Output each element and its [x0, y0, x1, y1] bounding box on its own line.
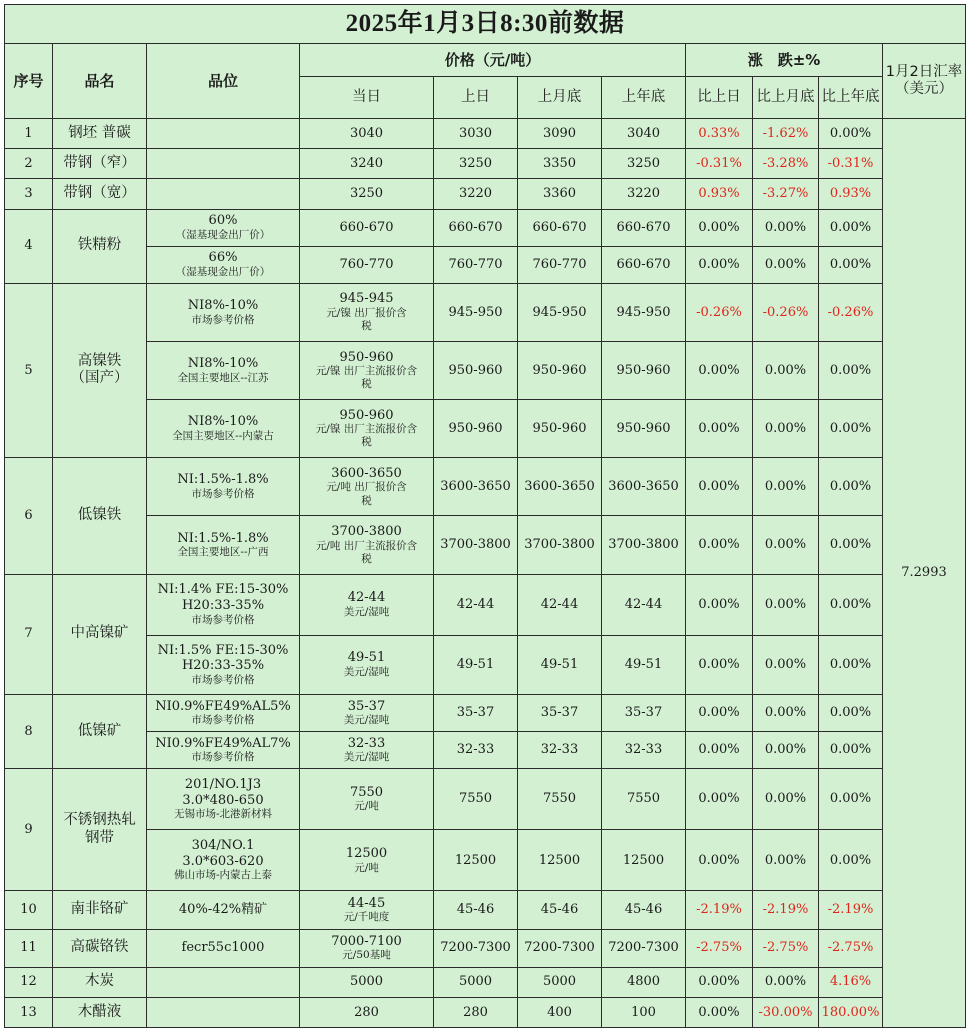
- prev-month-price: 660-670: [518, 209, 602, 246]
- change-vs-year: 0.00%: [819, 731, 883, 768]
- prev-month-price: 945-950: [518, 283, 602, 341]
- product-name: 铁精粉: [53, 209, 147, 283]
- change-vs-day: 0.00%: [686, 967, 753, 997]
- prev-month-price: 42-44: [518, 574, 602, 635]
- today-price: 3700-3800: [331, 524, 402, 540]
- grade-note: 市场参考价格: [191, 714, 255, 727]
- grade-cell: [147, 967, 300, 997]
- prev-day-price: 49-51: [434, 635, 518, 694]
- change-vs-month: -3.27%: [753, 179, 819, 209]
- prev-day-price: 280: [434, 997, 518, 1027]
- today-price-cell: [300, 283, 434, 341]
- prev-month-price: 49-51: [518, 635, 602, 694]
- row-index: 8: [5, 694, 53, 768]
- prev-year-price: 42-44: [602, 574, 686, 635]
- change-vs-year: 0.00%: [819, 119, 883, 149]
- grade-main: NI:1.5%-1.8%: [177, 472, 269, 488]
- grade-note: 全国主要地区--内蒙古: [172, 429, 274, 442]
- change-vs-day: 0.00%: [686, 830, 753, 891]
- prev-month-price: 5000: [518, 967, 602, 997]
- grade-cell: [147, 246, 300, 283]
- prev-year-price: 45-46: [602, 891, 686, 929]
- header-prev-day: 上日: [434, 77, 518, 119]
- today-price: 760-770: [300, 246, 434, 283]
- today-price-note: 美元/湿吨: [343, 714, 390, 727]
- header-vs-prev-day: 比上日: [686, 77, 753, 119]
- change-vs-year: -2.75%: [819, 929, 883, 967]
- header-name: 品名: [53, 44, 147, 119]
- prev-year-price: 945-950: [602, 283, 686, 341]
- grade-note: 市场参考价格: [191, 673, 255, 686]
- page-title: 2025年1月3日8:30前数据: [5, 5, 966, 44]
- change-vs-month: 0.00%: [753, 694, 819, 731]
- product-name: 高碳铬铁: [53, 929, 147, 967]
- today-price: 950-960: [339, 407, 394, 423]
- table-row: [5, 997, 966, 1027]
- prev-year-price: 7550: [602, 769, 686, 830]
- today-price: 12500: [345, 845, 388, 861]
- today-price-note: 美元/湿吨: [343, 666, 390, 678]
- today-price-note: 元/吨: [354, 861, 379, 874]
- table-row: [5, 830, 966, 891]
- prev-day-price: 760-770: [434, 246, 518, 283]
- today-price-note: 美元/湿吨: [343, 751, 390, 764]
- grade-cell: [147, 283, 300, 341]
- prev-month-price: 400: [518, 997, 602, 1027]
- grade-main: NI0.9%FE49%AL7%: [155, 735, 291, 751]
- today-price: 49-51: [347, 650, 386, 666]
- change-vs-day: 0.33%: [686, 119, 753, 149]
- grade-main: NI:1.5%-1.8%: [177, 530, 269, 546]
- grade-note: 佛山市场-内蒙古上泰: [173, 869, 273, 882]
- prev-day-price: 5000: [434, 967, 518, 997]
- today-price-note: 美元/湿吨: [343, 605, 390, 618]
- header-prev-month-end: 上月底: [518, 77, 602, 119]
- change-vs-year: 0.00%: [819, 516, 883, 574]
- today-price: 3600-3650: [331, 465, 402, 481]
- prev-day-price: 3250: [434, 149, 518, 179]
- grade-note: 市场参考价格: [191, 488, 255, 501]
- table-row: [5, 283, 966, 341]
- today-price: 280: [300, 997, 434, 1027]
- grade-note: 全国主要地区--广西: [177, 546, 269, 559]
- change-vs-day: -0.26%: [686, 283, 753, 341]
- product-name: 木炭: [53, 967, 147, 997]
- change-vs-year: 0.00%: [819, 209, 883, 246]
- grade-cell: [147, 830, 300, 891]
- table-row: [5, 891, 966, 929]
- grade-cell: [147, 516, 300, 574]
- change-vs-day: 0.00%: [686, 997, 753, 1027]
- prev-day-price: 950-960: [434, 400, 518, 458]
- change-vs-year: 4.16%: [819, 967, 883, 997]
- change-vs-month: 0.00%: [753, 635, 819, 694]
- product-name: 南非铬矿: [53, 891, 147, 929]
- table-row: [5, 458, 966, 516]
- prev-day-price: 3030: [434, 119, 518, 149]
- change-vs-day: 0.00%: [686, 694, 753, 731]
- prev-month-price: 35-37: [518, 694, 602, 731]
- prev-year-price: 3600-3650: [602, 458, 686, 516]
- today-price-note: 元/吨: [354, 800, 379, 813]
- table-row: [5, 149, 966, 179]
- row-index: 7: [5, 574, 53, 694]
- prev-month-price: 32-33: [518, 731, 602, 768]
- prev-year-price: 49-51: [602, 635, 686, 694]
- header-grade: 品位: [147, 44, 300, 119]
- table-row: [5, 574, 966, 635]
- today-price-cell: [300, 891, 434, 929]
- header-prev-year-end: 上年底: [602, 77, 686, 119]
- prev-year-price: 660-670: [602, 209, 686, 246]
- row-index: 4: [5, 209, 53, 283]
- change-vs-day: 0.93%: [686, 179, 753, 209]
- change-vs-year: 0.00%: [819, 574, 883, 635]
- today-price-note: 元/吨 出厂报价含税: [326, 481, 407, 507]
- grade-note: （湿基现金出厂价）: [175, 228, 271, 241]
- product-name: 中高镍矿: [53, 574, 147, 694]
- prev-day-price: 45-46: [434, 891, 518, 929]
- table-row: [5, 929, 966, 967]
- change-vs-month: -1.62%: [753, 119, 819, 149]
- change-vs-day: 0.00%: [686, 246, 753, 283]
- grade-main: 66%: [208, 250, 238, 266]
- grade-cell: 40%-42%精矿: [147, 891, 300, 929]
- change-vs-month: -3.28%: [753, 149, 819, 179]
- grade-note: 市场参考价格: [191, 313, 255, 326]
- table-row: [5, 400, 966, 458]
- change-vs-month: -0.26%: [753, 283, 819, 341]
- price-table: [4, 4, 966, 1028]
- today-price: 950-960: [339, 349, 394, 365]
- row-index: 1: [5, 119, 53, 149]
- grade-main: NI:1.4% FE:15-30% H20:33-35%: [157, 582, 289, 614]
- today-price: 660-670: [300, 209, 434, 246]
- change-vs-month: 0.00%: [753, 731, 819, 768]
- prev-day-price: 3220: [434, 179, 518, 209]
- change-vs-month: 0.00%: [753, 516, 819, 574]
- grade-main: 60%: [208, 213, 238, 229]
- change-vs-day: -2.75%: [686, 929, 753, 967]
- today-price-cell: [300, 341, 434, 399]
- prev-year-price: 32-33: [602, 731, 686, 768]
- change-vs-month: 0.00%: [753, 830, 819, 891]
- today-price-note: 元/千吨度: [343, 911, 390, 924]
- grade-cell: [147, 458, 300, 516]
- prev-year-price: 3220: [602, 179, 686, 209]
- change-vs-day: -2.19%: [686, 891, 753, 929]
- prev-month-price: 3360: [518, 179, 602, 209]
- today-price: 35-37: [347, 698, 386, 714]
- today-price-cell: [300, 694, 434, 731]
- today-price-cell: [300, 929, 434, 967]
- header-index: 序号: [5, 44, 53, 119]
- change-vs-month: 0.00%: [753, 400, 819, 458]
- prev-year-price: 3700-3800: [602, 516, 686, 574]
- header-change-group: 涨 跌±%: [686, 44, 883, 77]
- row-index: 3: [5, 179, 53, 209]
- prev-month-price: 760-770: [518, 246, 602, 283]
- grade-main: NI0.9%FE49%AL5%: [155, 698, 291, 714]
- product-name: 低镍矿: [53, 694, 147, 768]
- row-index: 12: [5, 967, 53, 997]
- table-row: [5, 246, 966, 283]
- prev-month-price: 7550: [518, 769, 602, 830]
- product-name: 低镍铁: [53, 458, 147, 574]
- grade-cell: [147, 997, 300, 1027]
- change-vs-day: 0.00%: [686, 209, 753, 246]
- change-vs-year: 0.00%: [819, 635, 883, 694]
- prev-month-price: 3700-3800: [518, 516, 602, 574]
- today-price-cell: [300, 635, 434, 694]
- today-price-note: 元/吨 出厂主流报价含税: [315, 539, 418, 565]
- grade-cell: [147, 400, 300, 458]
- today-price-cell: [300, 516, 434, 574]
- grade-cell: [147, 574, 300, 635]
- change-vs-year: 0.00%: [819, 400, 883, 458]
- table-row: [5, 119, 966, 149]
- change-vs-month: -2.75%: [753, 929, 819, 967]
- prev-year-price: 660-670: [602, 246, 686, 283]
- prev-day-price: 3600-3650: [434, 458, 518, 516]
- today-price: 32-33: [347, 735, 386, 751]
- prev-day-price: 945-950: [434, 283, 518, 341]
- change-vs-day: -0.31%: [686, 149, 753, 179]
- today-price: 44-45: [347, 895, 386, 911]
- change-vs-year: 0.00%: [819, 769, 883, 830]
- today-price: 5000: [300, 967, 434, 997]
- prev-month-price: 12500: [518, 830, 602, 891]
- row-index: 9: [5, 769, 53, 891]
- prev-day-price: 660-670: [434, 209, 518, 246]
- change-vs-day: 0.00%: [686, 341, 753, 399]
- change-vs-month: 0.00%: [753, 967, 819, 997]
- change-vs-year: 0.00%: [819, 341, 883, 399]
- today-price: 42-44: [347, 590, 386, 606]
- today-price-cell: [300, 769, 434, 830]
- change-vs-month: 0.00%: [753, 246, 819, 283]
- prev-year-price: 3250: [602, 149, 686, 179]
- price-table-frame: [4, 4, 965, 1028]
- table-row: [5, 635, 966, 694]
- prev-day-price: 3700-3800: [434, 516, 518, 574]
- row-index: 6: [5, 458, 53, 574]
- table-row: [5, 694, 966, 731]
- prev-year-price: 7200-7300: [602, 929, 686, 967]
- change-vs-month: 0.00%: [753, 769, 819, 830]
- product-name: 木醋液: [53, 997, 147, 1027]
- grade-main: 304/NO.1 3.0*603-620: [182, 838, 264, 869]
- today-price-note: 元/50基吨: [342, 949, 391, 962]
- header-exchange-rate: 1月2日汇率（美元）: [883, 44, 966, 119]
- today-price-note: 元/镍 出厂主流报价含税: [315, 423, 418, 449]
- header-vs-prev-year: 比上年底: [819, 77, 883, 119]
- prev-month-price: 3600-3650: [518, 458, 602, 516]
- prev-month-price: 950-960: [518, 400, 602, 458]
- change-vs-year: -0.26%: [819, 283, 883, 341]
- row-index: 10: [5, 891, 53, 929]
- change-vs-day: 0.00%: [686, 731, 753, 768]
- product-name: 高镍铁（国产）: [53, 283, 147, 457]
- prev-year-price: 4800: [602, 967, 686, 997]
- today-price: 3040: [300, 119, 434, 149]
- grade-cell: [147, 149, 300, 179]
- prev-month-price: 950-960: [518, 341, 602, 399]
- prev-year-price: 950-960: [602, 341, 686, 399]
- table-row: [5, 179, 966, 209]
- change-vs-year: 0.00%: [819, 694, 883, 731]
- change-vs-day: 0.00%: [686, 516, 753, 574]
- prev-year-price: 12500: [602, 830, 686, 891]
- grade-note: 无锡市场-北港新材料: [173, 808, 273, 821]
- grade-cell: [147, 731, 300, 768]
- change-vs-month: 0.00%: [753, 209, 819, 246]
- change-vs-month: -2.19%: [753, 891, 819, 929]
- grade-cell: [147, 119, 300, 149]
- grade-cell: [147, 694, 300, 731]
- change-vs-year: -0.31%: [819, 149, 883, 179]
- grade-cell: [147, 635, 300, 694]
- prev-day-price: 12500: [434, 830, 518, 891]
- grade-main: NI8%-10%: [187, 356, 259, 372]
- change-vs-day: 0.00%: [686, 635, 753, 694]
- change-vs-day: 0.00%: [686, 769, 753, 830]
- prev-day-price: 42-44: [434, 574, 518, 635]
- product-name: 带钢（宽）: [53, 179, 147, 209]
- prev-year-price: 100: [602, 997, 686, 1027]
- today-price-cell: [300, 400, 434, 458]
- prev-month-price: 45-46: [518, 891, 602, 929]
- header-today: 当日: [300, 77, 434, 119]
- change-vs-year: 0.00%: [819, 458, 883, 516]
- today-price: 3250: [300, 179, 434, 209]
- change-vs-month: 0.00%: [753, 458, 819, 516]
- prev-day-price: 7550: [434, 769, 518, 830]
- today-price-cell: [300, 458, 434, 516]
- prev-day-price: 7200-7300: [434, 929, 518, 967]
- change-vs-year: 0.00%: [819, 830, 883, 891]
- prev-year-price: 35-37: [602, 694, 686, 731]
- grade-cell: [147, 209, 300, 246]
- change-vs-year: 0.00%: [819, 246, 883, 283]
- product-name: 钢坯 普碳: [53, 119, 147, 149]
- grade-note: 市场参考价格: [191, 751, 255, 764]
- grade-note: 全国主要地区--江苏: [177, 371, 269, 384]
- grade-cell: [147, 341, 300, 399]
- today-price: 945-945: [339, 291, 394, 307]
- change-vs-month: 0.00%: [753, 341, 819, 399]
- grade-main: NI8%-10%: [187, 297, 259, 313]
- table-row: [5, 209, 966, 246]
- grade-note: （湿基现金出厂价）: [175, 265, 271, 278]
- today-price: 3240: [300, 149, 434, 179]
- product-name: 不锈钢热轧钢带: [53, 769, 147, 891]
- product-name: 带钢（窄）: [53, 149, 147, 179]
- change-vs-day: 0.00%: [686, 458, 753, 516]
- table-row: [5, 731, 966, 768]
- grade-main: NI8%-10%: [187, 414, 259, 430]
- today-price-note: 元/镍 出厂主流报价含税: [315, 365, 418, 391]
- grade-note: 市场参考价格: [191, 613, 255, 626]
- change-vs-day: 0.00%: [686, 400, 753, 458]
- change-vs-year: 180.00%: [819, 997, 883, 1027]
- change-vs-month: 0.00%: [753, 574, 819, 635]
- table-row: [5, 516, 966, 574]
- today-price: 7000-7100: [331, 933, 402, 949]
- change-vs-year: 0.93%: [819, 179, 883, 209]
- today-price-note: 元/镍 出厂报价含税: [326, 306, 407, 333]
- change-vs-month: -30.00%: [753, 997, 819, 1027]
- prev-day-price: 950-960: [434, 341, 518, 399]
- prev-year-price: 3040: [602, 119, 686, 149]
- row-index: 5: [5, 283, 53, 457]
- today-price-cell: [300, 830, 434, 891]
- row-index: 11: [5, 929, 53, 967]
- exchange-rate-value: 7.2993: [883, 119, 966, 1028]
- change-vs-year: -2.19%: [819, 891, 883, 929]
- row-index: 2: [5, 149, 53, 179]
- table-row: [5, 341, 966, 399]
- today-price: 7550: [349, 784, 384, 800]
- grade-main: NI:1.5% FE:15-30% H20:33-35%: [157, 642, 289, 674]
- grade-cell: [147, 179, 300, 209]
- grade-cell: fecr55c1000: [147, 929, 300, 967]
- prev-day-price: 32-33: [434, 731, 518, 768]
- prev-month-price: 7200-7300: [518, 929, 602, 967]
- prev-month-price: 3090: [518, 119, 602, 149]
- today-price-cell: [300, 574, 434, 635]
- row-index: 13: [5, 997, 53, 1027]
- today-price-cell: [300, 731, 434, 768]
- prev-year-price: 950-960: [602, 400, 686, 458]
- grade-cell: [147, 769, 300, 830]
- table-row: [5, 967, 966, 997]
- change-vs-day: 0.00%: [686, 574, 753, 635]
- header-vs-prev-month: 比上月底: [753, 77, 819, 119]
- table-row: [5, 769, 966, 830]
- grade-main: 201/NO.1J3 3.0*480-650: [182, 776, 264, 808]
- prev-day-price: 35-37: [434, 694, 518, 731]
- header-price-group: 价格（元/吨）: [300, 44, 686, 77]
- prev-month-price: 3350: [518, 149, 602, 179]
